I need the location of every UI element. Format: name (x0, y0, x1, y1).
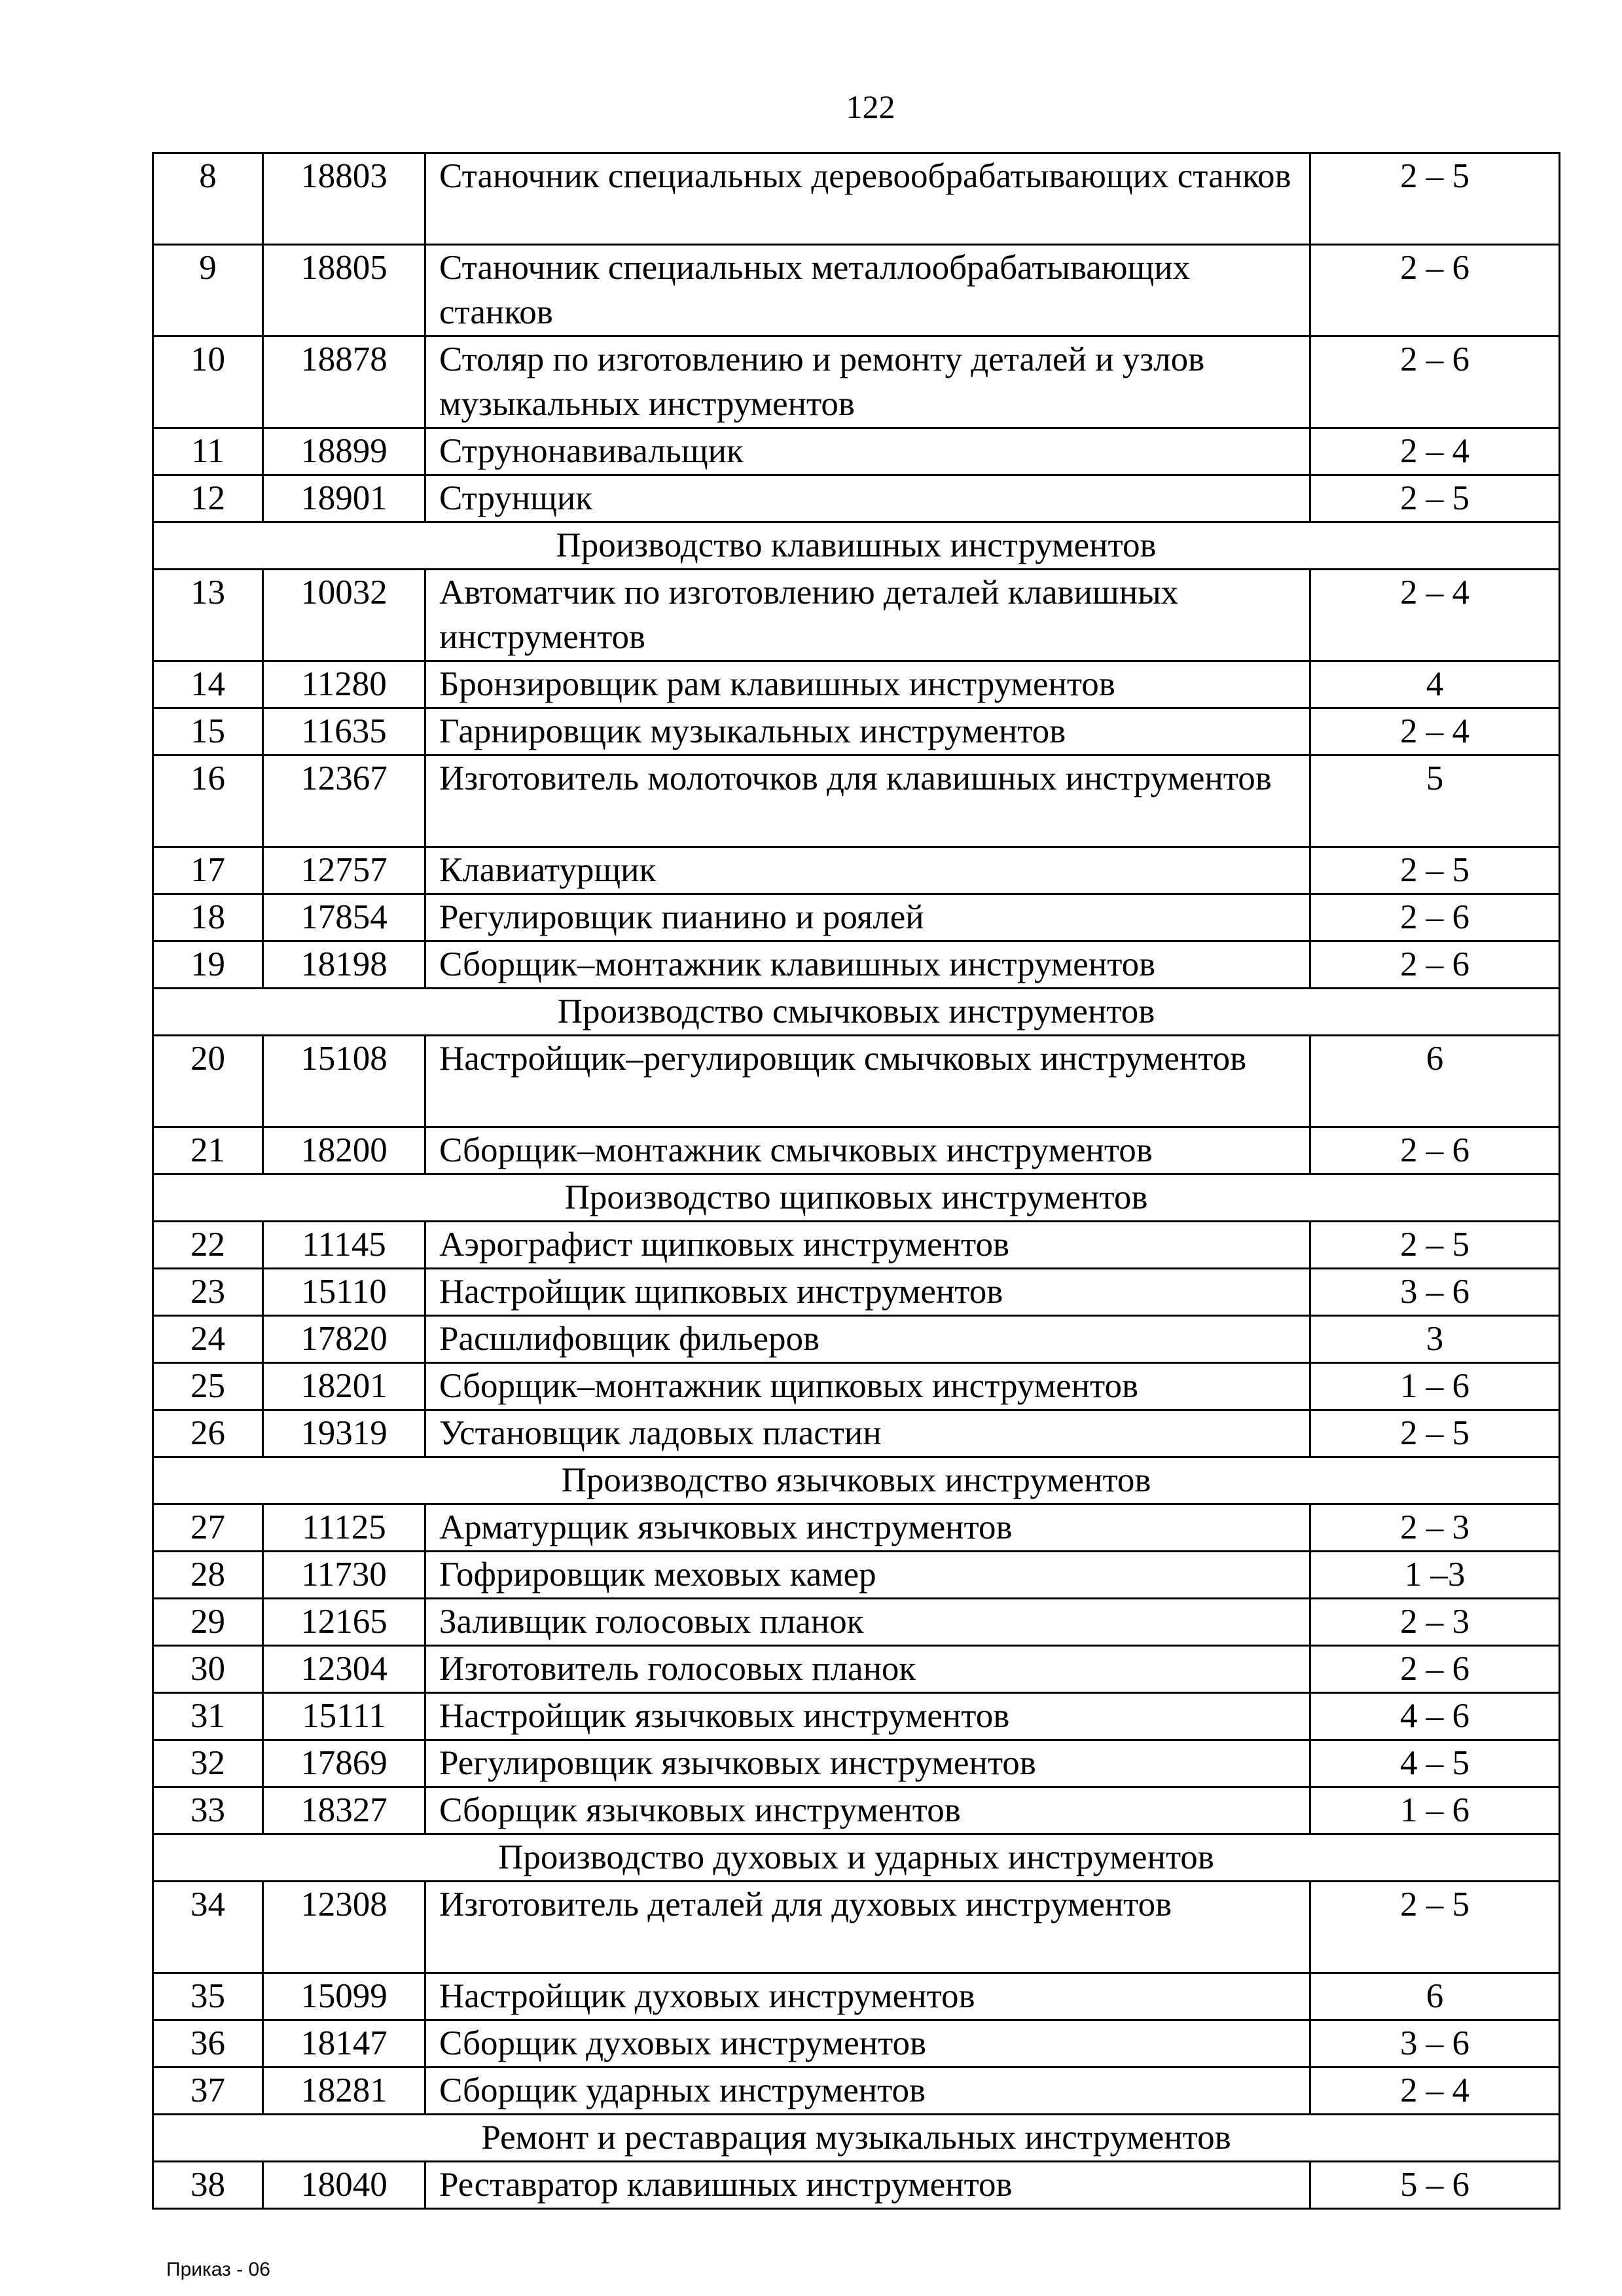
profession-code: 18201 (263, 1363, 425, 1410)
row-number: 12 (153, 475, 263, 522)
profession-name: Изготовитель голосовых планок (425, 1646, 1310, 1693)
row-number: 26 (153, 1410, 263, 1457)
profession-code: 17820 (263, 1316, 425, 1363)
profession-name: Сборщик язычковых инструментов (425, 1787, 1310, 1834)
profession-code: 18878 (263, 337, 425, 428)
row-number: 34 (153, 1882, 263, 1973)
profession-code: 18805 (263, 245, 425, 337)
grade-range: 2 – 5 (1310, 475, 1560, 522)
section-header-row (153, 522, 1560, 570)
table-row (153, 2068, 1560, 2115)
profession-code: 18803 (263, 153, 425, 245)
profession-code: 18281 (263, 2068, 425, 2115)
grade-range: 2 – 5 (1310, 153, 1560, 245)
table-row (153, 1504, 1560, 1552)
row-number: 16 (153, 756, 263, 847)
row-number: 28 (153, 1552, 263, 1599)
profession-name: Станочник специальных металлообрабатывающих станков (425, 245, 1310, 337)
profession-code: 15099 (263, 1973, 425, 2020)
table-row (153, 475, 1560, 522)
table-row (153, 2162, 1560, 2209)
profession-code: 17869 (263, 1740, 425, 1787)
grade-range: 2 – 5 (1310, 1410, 1560, 1457)
profession-code: 11145 (263, 1222, 425, 1269)
table-body (153, 153, 1560, 2209)
grade-range: 2 – 4 (1310, 2068, 1560, 2115)
grade-range: 2 – 5 (1310, 1882, 1560, 1973)
row-number: 25 (153, 1363, 263, 1410)
profession-code: 17854 (263, 894, 425, 941)
row-number: 20 (153, 1036, 263, 1127)
row-number: 22 (153, 1222, 263, 1269)
profession-code: 18901 (263, 475, 425, 522)
profession-code: 18040 (263, 2162, 425, 2209)
table-row (153, 756, 1560, 847)
row-number: 33 (153, 1787, 263, 1834)
profession-code: 12367 (263, 756, 425, 847)
profession-name: Настройщик духовых инструментов (425, 1973, 1310, 2020)
profession-name: Бронзировщик рам клавишных инструментов (425, 661, 1310, 708)
profession-name: Сборщик духовых инструментов (425, 2020, 1310, 2068)
row-number: 29 (153, 1599, 263, 1646)
profession-code: 12757 (263, 847, 425, 894)
grade-range: 2 – 6 (1310, 894, 1560, 941)
section-title: Производство клавишных инструментов (153, 522, 1560, 570)
profession-name: Сборщик ударных инструментов (425, 2068, 1310, 2115)
grade-range: 2 – 6 (1310, 245, 1560, 337)
profession-name: Настройщик–регулировщик смычковых инструментов (425, 1036, 1310, 1127)
profession-code: 15108 (263, 1036, 425, 1127)
grade-range: 6 (1310, 1973, 1560, 2020)
profession-name: Заливщик голосовых планок (425, 1599, 1310, 1646)
table-row (153, 245, 1560, 337)
grade-range: 5 (1310, 756, 1560, 847)
profession-name: Настройщик язычковых инструментов (425, 1693, 1310, 1740)
section-title: Производство язычковых инструментов (153, 1457, 1560, 1504)
table-row (153, 2020, 1560, 2068)
footer-order-label: Приказ - 06 (166, 2259, 270, 2280)
row-number: 21 (153, 1127, 263, 1175)
section-header-row (153, 989, 1560, 1036)
profession-code: 18147 (263, 2020, 425, 2068)
row-number: 23 (153, 1269, 263, 1316)
row-number: 30 (153, 1646, 263, 1693)
row-number: 17 (153, 847, 263, 894)
profession-code: 15110 (263, 1269, 425, 1316)
grade-range: 2 – 6 (1310, 941, 1560, 989)
grade-range: 2 – 4 (1310, 570, 1560, 661)
section-title: Производство духовых и ударных инструментов (153, 1834, 1560, 1882)
table-row (153, 1973, 1560, 2020)
row-number: 19 (153, 941, 263, 989)
grade-range: 6 (1310, 1036, 1560, 1127)
row-number: 27 (153, 1504, 263, 1552)
row-number: 37 (153, 2068, 263, 2115)
section-title: Производство щипковых инструментов (153, 1175, 1560, 1222)
profession-name: Изготовитель деталей для духовых инструментов (425, 1882, 1310, 1973)
row-number: 13 (153, 570, 263, 661)
grade-range: 2 – 5 (1310, 1222, 1560, 1269)
profession-name: Расшлифовщик фильеров (425, 1316, 1310, 1363)
profession-name: Струнщик (425, 475, 1310, 522)
grade-range: 2 – 3 (1310, 1599, 1560, 1646)
table-row (153, 1269, 1560, 1316)
section-header-row (153, 1175, 1560, 1222)
grade-range: 3 – 6 (1310, 1269, 1560, 1316)
table-row (153, 570, 1560, 661)
row-number: 15 (153, 708, 263, 756)
profession-name: Изготовитель молоточков для клавишных инструментов (425, 756, 1310, 847)
profession-code: 18198 (263, 941, 425, 989)
grade-range: 3 (1310, 1316, 1560, 1363)
grade-range: 2 – 4 (1310, 708, 1560, 756)
section-title: Производство смычковых инструментов (153, 989, 1560, 1036)
profession-code: 15111 (263, 1693, 425, 1740)
table-row (153, 337, 1560, 428)
grade-range: 1 –3 (1310, 1552, 1560, 1599)
profession-name: Настройщик щипковых инструментов (425, 1269, 1310, 1316)
table-row (153, 153, 1560, 245)
row-number: 32 (153, 1740, 263, 1787)
profession-name: Сборщик–монтажник щипковых инструментов (425, 1363, 1310, 1410)
row-number: 38 (153, 2162, 263, 2209)
profession-code: 19319 (263, 1410, 425, 1457)
profession-name: Станочник специальных деревообрабатывающих станков (425, 153, 1310, 245)
grade-range: 1 – 6 (1310, 1787, 1560, 1834)
profession-code: 10032 (263, 570, 425, 661)
grade-range: 2 – 6 (1310, 1646, 1560, 1693)
table-row (153, 847, 1560, 894)
row-number: 8 (153, 153, 263, 245)
profession-code: 18200 (263, 1127, 425, 1175)
grade-range: 1 – 6 (1310, 1363, 1560, 1410)
profession-code: 12308 (263, 1882, 425, 1973)
profession-code: 11280 (263, 661, 425, 708)
table-row (153, 428, 1560, 475)
table-row (153, 1316, 1560, 1363)
grade-range: 2 – 4 (1310, 428, 1560, 475)
table-row (153, 1127, 1560, 1175)
profession-name: Автоматчик по изготовлению деталей клавишных инструментов (425, 570, 1310, 661)
professions-table (152, 152, 1560, 2210)
profession-name: Установщик ладовых пластин (425, 1410, 1310, 1457)
table-row (153, 708, 1560, 756)
table-row (153, 1740, 1560, 1787)
row-number: 10 (153, 337, 263, 428)
profession-name: Клавиатурщик (425, 847, 1310, 894)
table-row (153, 1646, 1560, 1693)
grade-range: 4 – 6 (1310, 1693, 1560, 1740)
profession-name: Сборщик–монтажник клавишных инструментов (425, 941, 1310, 989)
table-row (153, 1363, 1560, 1410)
section-header-row (153, 2115, 1560, 2162)
profession-code: 11635 (263, 708, 425, 756)
grade-range: 2 – 6 (1310, 1127, 1560, 1175)
profession-code: 11125 (263, 1504, 425, 1552)
row-number: 31 (153, 1693, 263, 1740)
row-number: 18 (153, 894, 263, 941)
table-row (153, 1787, 1560, 1834)
table-row (153, 1410, 1560, 1457)
row-number: 36 (153, 2020, 263, 2068)
profession-name: Столяр по изготовлению и ремонту деталей и узлов музыкальных инструментов (425, 337, 1310, 428)
table-row (153, 1599, 1560, 1646)
row-number: 11 (153, 428, 263, 475)
table-row (153, 941, 1560, 989)
page-number: 122 (846, 88, 895, 125)
profession-name: Реставратор клавишных инструментов (425, 2162, 1310, 2209)
grade-range: 5 – 6 (1310, 2162, 1560, 2209)
table-row (153, 1693, 1560, 1740)
grade-range: 3 – 6 (1310, 2020, 1560, 2068)
row-number: 24 (153, 1316, 263, 1363)
profession-code: 12165 (263, 1599, 425, 1646)
grade-range: 2 – 3 (1310, 1504, 1560, 1552)
profession-name: Струнонавивальщик (425, 428, 1310, 475)
section-header-row (153, 1834, 1560, 1882)
section-header-row (153, 1457, 1560, 1504)
table-row (153, 661, 1560, 708)
row-number: 14 (153, 661, 263, 708)
grade-range: 4 – 5 (1310, 1740, 1560, 1787)
table-row (153, 1036, 1560, 1127)
profession-name: Регулировщик язычковых инструментов (425, 1740, 1310, 1787)
profession-code: 18327 (263, 1787, 425, 1834)
grade-range: 2 – 5 (1310, 847, 1560, 894)
table-row (153, 1552, 1560, 1599)
grade-range: 2 – 6 (1310, 337, 1560, 428)
profession-name: Регулировщик пианино и роялей (425, 894, 1310, 941)
profession-code: 18899 (263, 428, 425, 475)
profession-name: Гарнировщик музыкальных инструментов (425, 708, 1310, 756)
profession-name: Арматурщик язычковых инструментов (425, 1504, 1310, 1552)
table-row (153, 1882, 1560, 1973)
row-number: 9 (153, 245, 263, 337)
profession-name: Гофрировщик меховых камер (425, 1552, 1310, 1599)
section-title: Ремонт и реставрация музыкальных инструментов (153, 2115, 1560, 2162)
profession-name: Сборщик–монтажник смычковых инструментов (425, 1127, 1310, 1175)
table-row (153, 1222, 1560, 1269)
grade-range: 4 (1310, 661, 1560, 708)
row-number: 35 (153, 1973, 263, 2020)
profession-code: 11730 (263, 1552, 425, 1599)
profession-name: Аэрографист щипковых инструментов (425, 1222, 1310, 1269)
profession-code: 12304 (263, 1646, 425, 1693)
table-row (153, 894, 1560, 941)
